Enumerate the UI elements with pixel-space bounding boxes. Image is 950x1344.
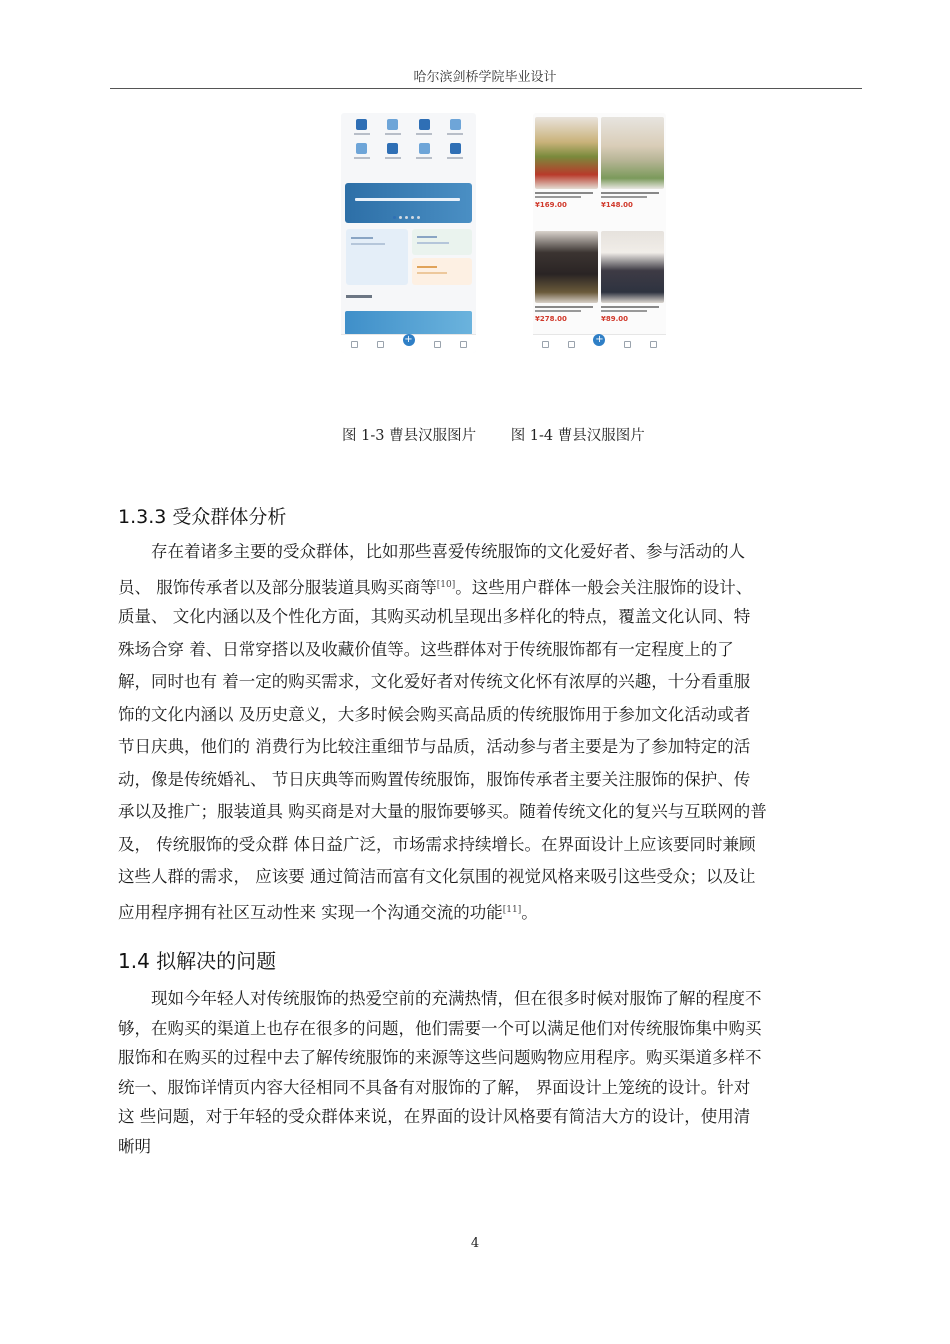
app-card bbox=[412, 258, 472, 285]
app-grid-icon bbox=[377, 143, 408, 159]
text-line: 解，同时也有 着一定的购买需求，文化爱好者对传统文化怀有浓厚的兴趣，十分看重服 bbox=[118, 672, 751, 691]
text-span: 。 bbox=[521, 902, 538, 922]
tab-cart-icon bbox=[434, 341, 441, 348]
app-tab-bar bbox=[533, 334, 666, 353]
text-line: 饰的文化内涵以 及历史意义，大多时候会购买高品质的传统服饰用于参加文化活动或者 bbox=[118, 704, 751, 724]
figure-1-4-caption: 图 1-4 曹县汉服图片 bbox=[510, 428, 645, 444]
text-line: 承以及推广；服装道具 购买商是对大量的服饰要够买。随着传统文化的复兴与互联网的普 bbox=[118, 802, 767, 821]
app-section-title bbox=[346, 295, 372, 298]
text-line bbox=[118, 894, 863, 927]
app-icon-grid bbox=[346, 119, 471, 159]
text-line: 质量、 文化内涵以及个性化方面，其购买动机呈现出多样化的特点，覆盖文化认同、特 bbox=[118, 607, 751, 626]
app-grid-icon bbox=[440, 143, 471, 159]
product-photo bbox=[601, 231, 664, 303]
text-line: 殊场合穿 着、日常穿搭以及收藏价值等。这些群体对于传统服饰都有一定程度上的了 bbox=[118, 639, 734, 659]
app-bottom-banner bbox=[345, 311, 472, 335]
tab-home-icon bbox=[351, 341, 358, 348]
app-grid-icon bbox=[377, 119, 408, 135]
text-line: 现如今年轻人对传统服饰的热爱空前的充满热情，但在很多时候对服饰了解的程度不 bbox=[118, 989, 762, 1008]
app-grid-icon bbox=[346, 119, 377, 135]
text-span: 员、 服饰传承者以及部分服装道具购买商等 bbox=[118, 577, 437, 597]
text-line bbox=[118, 569, 863, 602]
product-photo bbox=[535, 117, 598, 189]
header-rule bbox=[110, 88, 862, 89]
section-1-4-heading: 1.4 拟解决的问题 bbox=[118, 949, 277, 973]
product-price: ¥169.00 bbox=[535, 201, 567, 209]
app-card bbox=[346, 229, 408, 285]
product-price: ¥278.00 bbox=[535, 315, 567, 323]
citation-ref[interactable]: [10] bbox=[436, 579, 456, 590]
text-span: 应用程序拥有社区互动性来 实现一个沟通交流的功能 bbox=[118, 902, 503, 922]
tab-home-icon bbox=[542, 341, 549, 348]
text-line: 这些人群的需求， 应该要 通过简洁而富有文化氛围的视觉风格来吸引这些受众；以及让 bbox=[118, 867, 756, 886]
section-1-3-3-heading: 1.3.3 受众群体分析 bbox=[118, 506, 287, 528]
product-photo bbox=[535, 231, 598, 303]
product-price: ¥148.00 bbox=[601, 201, 633, 209]
figure-1-3-caption: 图 1-3 曹县汉服图片 bbox=[342, 428, 477, 444]
figure-captions bbox=[342, 424, 675, 445]
page-header: 哈尔滨剑桥学院毕业设计 bbox=[413, 70, 557, 85]
tab-shop-icon bbox=[377, 341, 384, 348]
tab-profile-icon bbox=[460, 341, 467, 348]
product-card bbox=[601, 117, 664, 227]
text-line: 晰明 bbox=[118, 1136, 151, 1156]
carousel-dots bbox=[393, 216, 420, 219]
text-line: 及， 传统服饰的受众群 体日益广泛，市场需求持续增长。在界面设计上应该要同时兼顾 bbox=[118, 834, 756, 854]
app-grid-icon bbox=[346, 143, 377, 159]
text-line: 存在着诸多主要的受众群体，比如那些喜爱传统服饰的文化爱好者、参与活动的人 bbox=[118, 542, 745, 561]
product-card bbox=[535, 231, 598, 341]
product-card bbox=[535, 117, 598, 227]
tab-profile-icon bbox=[650, 341, 657, 348]
figure-1-4-image bbox=[533, 113, 666, 353]
product-photo bbox=[601, 117, 664, 189]
app-grid-icon bbox=[409, 143, 440, 159]
text-span: 。这些用户群体一般会关注服饰的设计、 bbox=[455, 577, 753, 597]
tab-plus-icon: + bbox=[595, 334, 604, 345]
app-card bbox=[412, 229, 472, 255]
app-grid-icon bbox=[409, 119, 440, 135]
tab-shop-icon bbox=[568, 341, 575, 348]
app-tab-bar bbox=[341, 334, 476, 353]
page-number: 4 bbox=[470, 1236, 480, 1251]
section-1-3-3-body bbox=[118, 536, 863, 926]
text-line: 服饰和在购买的过程中去了解传统服饰的来源等这些问题购物应用程序。购买渠道多样不 bbox=[118, 1048, 762, 1067]
app-grid-icon bbox=[440, 119, 471, 135]
tab-cart-icon bbox=[624, 341, 631, 348]
tab-plus-icon: + bbox=[404, 334, 413, 345]
text-line: 统一、服饰详情页内容大径相同不具备有对服饰的了解， 界面设计上笼统的设计。针对 bbox=[118, 1077, 751, 1097]
product-price: ¥89.00 bbox=[601, 315, 629, 323]
text-line: 节日庆典，他们的 消费行为比较注重细节与品质，活动参与者主要是为了参加特定的活 bbox=[118, 737, 751, 756]
text-line: 动，像是传统婚礼、 节日庆典等而购置传统服饰，服饰传承者主要关注服饰的保护、传 bbox=[118, 769, 751, 789]
product-card bbox=[601, 231, 664, 341]
text-line: 这 些问题，对于年轻的受众群体来说，在界面的设计风格要有简洁大方的设计，使用清 bbox=[118, 1107, 751, 1126]
section-1-4-body bbox=[118, 984, 863, 1161]
text-line: 够，在购买的渠道上也存在很多的问题，他们需要一个可以满足他们对传统服饰集中购买 bbox=[118, 1018, 762, 1038]
figure-1-3-image bbox=[341, 113, 476, 353]
citation-ref[interactable]: [11] bbox=[502, 904, 522, 915]
